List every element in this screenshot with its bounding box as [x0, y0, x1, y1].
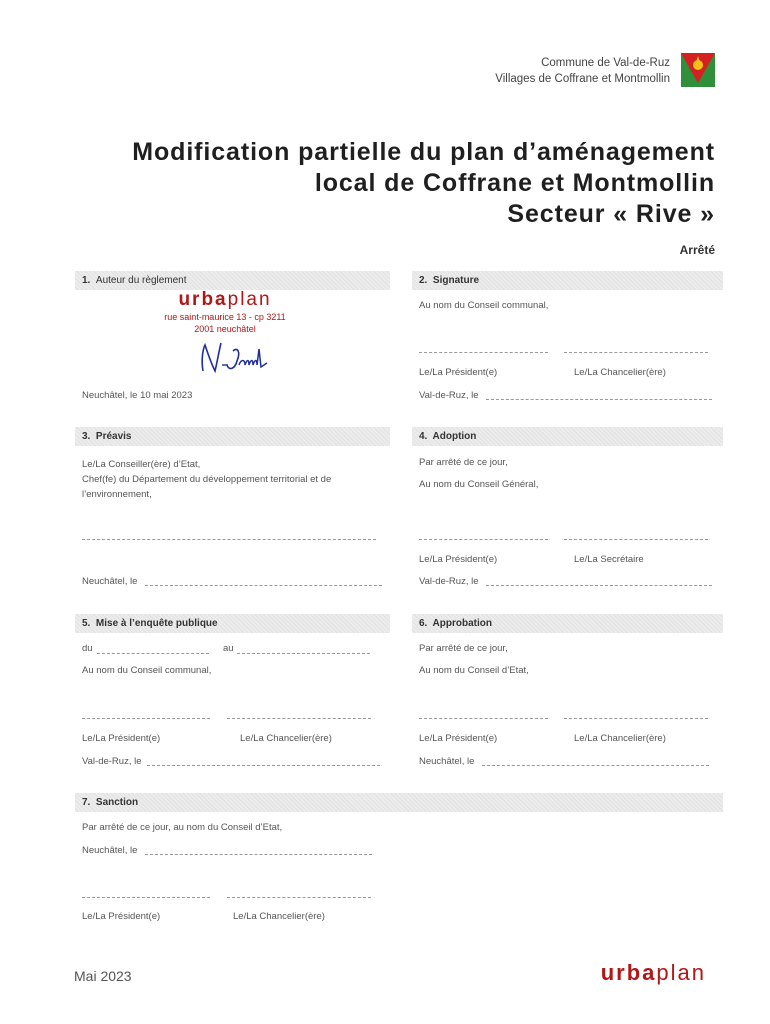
section-4-signatory-1: Le/La Président(e) [419, 554, 498, 565]
section-3-number: 3. [82, 431, 91, 442]
section-1-header [75, 271, 390, 290]
section-5-signature-line-2 [227, 718, 371, 719]
section-7-signatory-1: Le/La Président(e) [82, 911, 161, 922]
section-5-line-2: Au nom du Conseil communal, [82, 665, 212, 676]
stamp-address-1: rue saint-maurice 13 - cp 3211 [164, 312, 286, 322]
section-6-number: 6. [419, 618, 428, 629]
section-5-signature-line-1 [82, 718, 210, 719]
section-1-number: 1. [82, 275, 91, 286]
section-2-intro: Au nom du Conseil communal, [419, 300, 549, 311]
section-4-signatory-2: Le/La Secrétaire [574, 554, 644, 565]
document-subtitle: Arrêté [679, 243, 715, 257]
section-6-signatory-1: Le/La Président(e) [419, 733, 498, 744]
urbaplan-logo [601, 960, 706, 986]
section-2-signatory-1: Le/La Président(e) [419, 367, 498, 378]
section-6-header [412, 614, 723, 633]
section-2-number: 2. [419, 275, 428, 286]
commune-header [495, 55, 670, 87]
section-3-line-2: Chef(fe) du Département du développement territorial et de [82, 474, 332, 485]
section-1-title: Auteur du règlement [95, 275, 187, 286]
section-4-signature-line-2 [564, 539, 708, 540]
section-2-date-line [486, 399, 712, 400]
section-7-number: 7. [82, 797, 91, 808]
section-4-line-2: Au nom du Conseil Général, [419, 479, 539, 490]
title-line-1: Modification partielle du plan d’aménagement [132, 138, 715, 166]
title-line-2: local de Coffrane et Montmollin [314, 169, 715, 197]
section-5-to-line [237, 653, 370, 654]
section-7-header [75, 793, 723, 812]
section-5-au: au [223, 643, 234, 654]
commune-coat-of-arms-icon [681, 53, 715, 87]
section-4-number: 4. [419, 431, 428, 442]
section-3-line-1: Le/La Conseiller(ère) d’Etat, [82, 459, 201, 470]
section-7-signature-line-1 [82, 897, 210, 898]
section-6-signature-line-1 [419, 718, 548, 719]
urbaplan-stamp [150, 289, 300, 335]
commune-name: Commune de Val-de-Ruz [541, 57, 670, 69]
stamp-address-2: 2001 neuchâtel [194, 324, 256, 334]
logo-part-b: plan [656, 960, 706, 985]
section-4-line-1: Par arrêté de ce jour, [419, 457, 508, 468]
section-4-place: Val-de-Ruz, le [419, 576, 479, 587]
section-7-signature-line-2 [227, 897, 371, 898]
section-3-signature-line [82, 539, 376, 540]
section-2-signature-line-1 [419, 352, 548, 353]
section-5-signatory-1: Le/La Président(e) [82, 733, 161, 744]
section-5-title: Mise à l’enquête publique [95, 618, 218, 629]
section-6-signatory-2: Le/La Chancelier(ère) [574, 733, 666, 744]
villages-name: Villages de Coffrane et Montmollin [495, 73, 670, 85]
section-7-place: Neuchâtel, le [82, 845, 138, 856]
section-3-line-3: l’environnement, [82, 489, 152, 500]
section-6-signature-line-2 [564, 718, 708, 719]
section-6-title: Approbation [432, 618, 492, 629]
section-4-date-line [486, 585, 712, 586]
section-4-signature-line-1 [419, 539, 548, 540]
section-6-line-2: Au nom du Conseil d’Etat, [419, 665, 529, 676]
section-1-place-date: Neuchâtel, le 10 mai 2023 [82, 390, 193, 401]
stamp-brand: urbaplan [178, 289, 272, 310]
section-3-place: Neuchâtel, le [82, 576, 138, 587]
section-4-header [412, 427, 723, 446]
section-6-place: Neuchâtel, le [419, 756, 475, 767]
handwritten-signature [195, 341, 275, 379]
section-3-title: Préavis [95, 431, 132, 442]
section-7-signatory-2: Le/La Chancelier(ère) [233, 911, 325, 922]
section-7-date-line [145, 854, 372, 855]
section-5-place: Val-de-Ruz, le [82, 756, 142, 767]
section-2-signatory-2: Le/La Chancelier(ère) [574, 367, 666, 378]
title-line-3: Secteur « Rive » [507, 200, 715, 228]
section-4-title: Adoption [432, 431, 477, 442]
section-6-date-line [482, 765, 709, 766]
section-5-date-line [147, 765, 380, 766]
section-5-from-line [97, 653, 209, 654]
section-5-number: 5. [82, 618, 91, 629]
section-2-signature-line-2 [564, 352, 708, 353]
section-7-title: Sanction [95, 797, 139, 808]
document-title [132, 137, 715, 230]
section-2-title: Signature [432, 275, 480, 286]
section-3-date-line [145, 585, 382, 586]
section-3-body [82, 457, 331, 502]
section-7-line-1: Par arrêté de ce jour, au nom du Conseil d’Etat, [82, 822, 283, 833]
logo-part-a: urba [600, 960, 657, 985]
section-2-header [412, 271, 723, 290]
section-2-place: Val-de-Ruz, le [419, 390, 479, 401]
section-3-header [75, 427, 390, 446]
section-6-line-1: Par arrêté de ce jour, [419, 643, 508, 654]
section-5-signatory-2: Le/La Chancelier(ère) [240, 733, 332, 744]
footer-date: Mai 2023 [74, 968, 132, 984]
section-5-du: du [82, 643, 93, 654]
section-5-header [75, 614, 390, 633]
